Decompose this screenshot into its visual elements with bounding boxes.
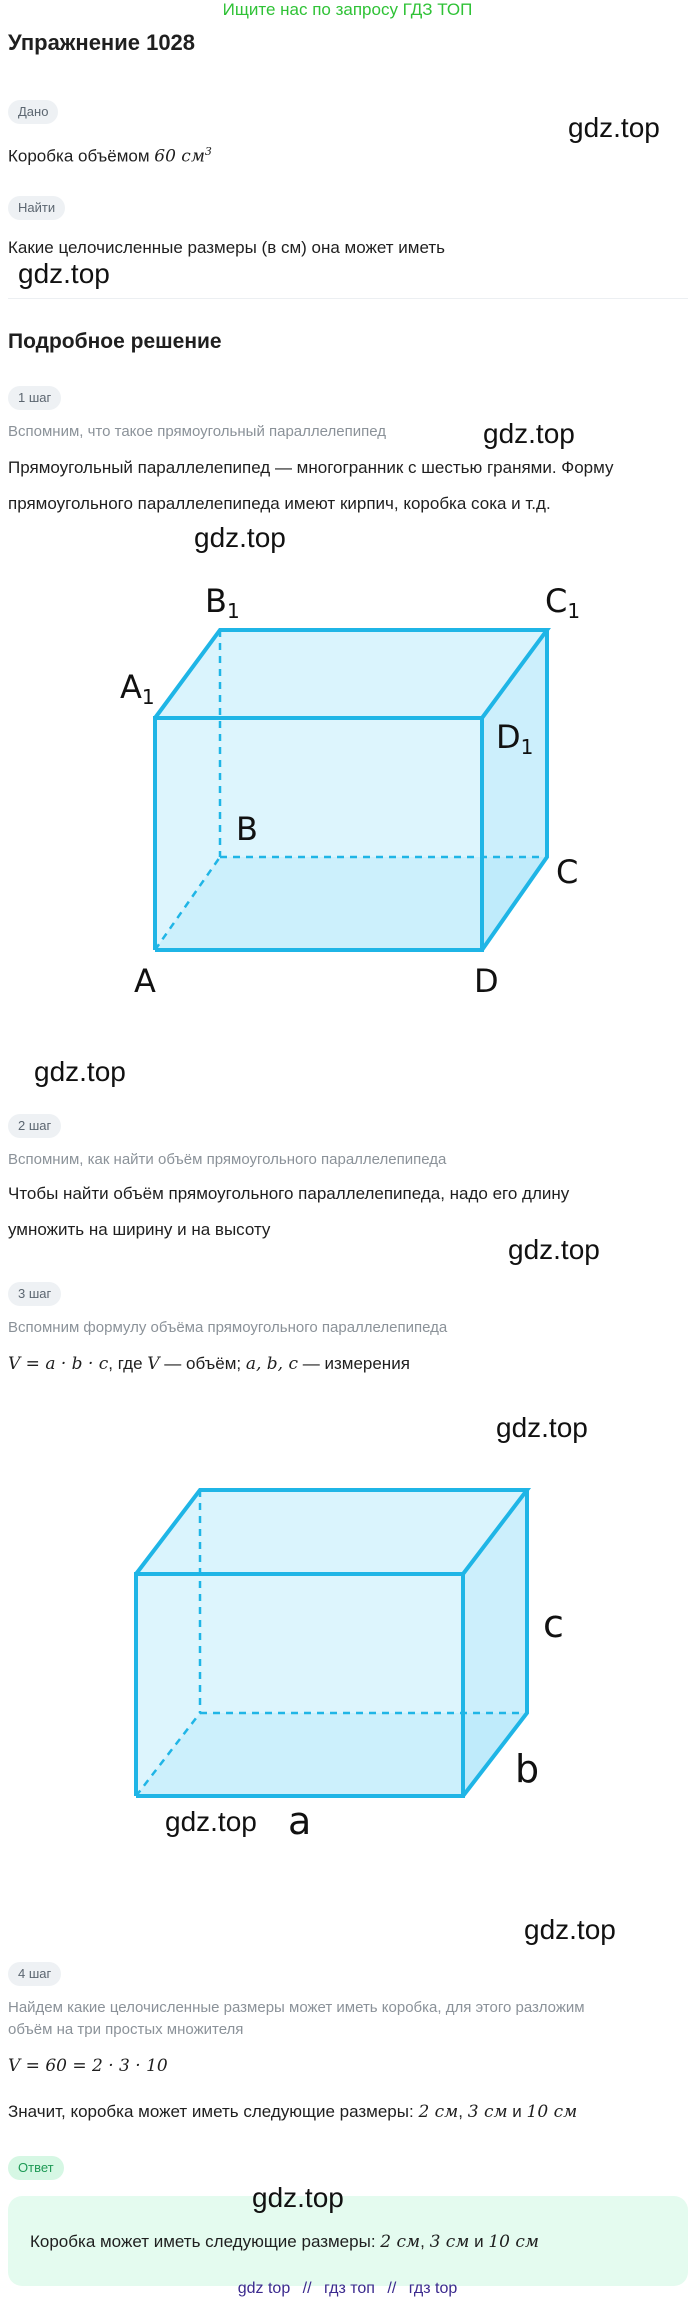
formula-text: , где	[108, 1354, 148, 1373]
formula-abc: a, b, c	[245, 1354, 299, 1374]
step-1-chip: 1 шаг	[8, 386, 61, 410]
conclusion-text: Значит, коробка может иметь следующие размеры:	[8, 2102, 419, 2121]
step-1-line1: Прямоугольный параллелепипед — многогранник с шестью гранями. Форму	[8, 458, 614, 477]
footer-links	[0, 2280, 695, 2298]
watermark: gdz.top	[252, 2182, 344, 2213]
step-2-hint: Вспомним, как найти объём прямоугольного параллелепипеда	[8, 1151, 447, 1168]
footer-sep: //	[387, 2280, 397, 2297]
step-4-formula: V = 60 = 2 · 3 · 10	[8, 2056, 168, 2076]
watermark: gdz.top	[165, 1806, 257, 1837]
step-1-line2: прямоугольного параллелепипеда имеют кирпич, коробка сока и т.д.	[8, 494, 551, 513]
conclusion-sep: ,	[458, 2102, 468, 2121]
box-top-face	[136, 1490, 527, 1574]
given-volume: 60 см	[154, 146, 205, 167]
given-chip: Дано	[8, 100, 58, 124]
conclusion-sep: и	[507, 2102, 527, 2121]
step-1-hint: Вспомним, что такое прямоугольный параллелепипед	[8, 423, 386, 440]
solution-title: Подробное решение	[8, 330, 222, 353]
box-dimensions-figure	[0, 1430, 695, 1850]
label-a: a	[288, 1799, 312, 1843]
box-front-face	[136, 1574, 463, 1796]
footer-sep: //	[302, 2280, 312, 2297]
step-2-line2: умножить на ширину и на высоту	[8, 1220, 271, 1239]
label-A1: A1	[120, 668, 155, 709]
step-3-hint: Вспомним формулу объёма прямоугольного параллелепипеда	[8, 1319, 448, 1336]
label-A: A	[134, 962, 156, 1000]
dim-2: 3 см	[467, 2102, 508, 2122]
given-volume-exp: 3	[204, 145, 212, 158]
find-chip: Найти	[8, 196, 65, 220]
divider	[8, 298, 688, 299]
formula-v: V	[147, 1354, 160, 1374]
footer-link-1[interactable]: gdz top	[237, 2280, 291, 2297]
footer-link-2[interactable]: гдз топ	[324, 2280, 375, 2297]
label-c: c	[543, 1602, 564, 1646]
step-4-hint-2: объём на три простых множителя	[8, 2021, 244, 2038]
answer-prefix: Коробка может иметь следующие размеры:	[30, 2232, 381, 2251]
answer-chip: Ответ	[8, 2156, 64, 2180]
watermark: gdz.top	[496, 1412, 588, 1443]
search-banner: Ищите нас по запросу ГДЗ ТОП	[222, 0, 473, 19]
label-b: b	[515, 1747, 540, 1791]
label-B1: B1	[205, 582, 240, 623]
step-4-hint-1: Найдем какие целочисленные размеры может иметь коробка, для этого разложим	[8, 1999, 585, 2016]
watermark: gdz.top	[568, 112, 660, 143]
answer-sep: и	[469, 2232, 489, 2251]
label-D1: D1	[496, 718, 534, 759]
answer-dim-3: 10 см	[488, 2232, 540, 2252]
answer-dim-1: 2 см	[380, 2232, 421, 2252]
volume-formula: V = a · b · c	[8, 1354, 109, 1374]
label-D: D	[474, 962, 499, 1000]
step-2-chip: 2 шаг	[8, 1114, 61, 1138]
footer-link-3[interactable]: гдз top	[408, 2280, 458, 2297]
box-front-face	[155, 718, 482, 950]
page-title: Упражнение 1028	[8, 30, 196, 55]
watermark: gdz.top	[18, 258, 110, 289]
watermark: gdz.top	[483, 418, 575, 449]
step-4-conclusion	[8, 2094, 577, 2130]
label-C1: C1	[545, 582, 581, 623]
formula-text: — измерения	[298, 1354, 410, 1373]
label-B: B	[236, 810, 258, 848]
watermark: gdz.top	[34, 1056, 126, 1087]
formula-text: — объём;	[159, 1354, 246, 1373]
watermark: gdz.top	[524, 1914, 616, 1945]
given-text	[8, 134, 212, 175]
watermark: gdz.top	[508, 1234, 600, 1265]
box-top-face	[155, 630, 547, 718]
label-C: C	[556, 853, 579, 891]
step-2-line1: Чтобы найти объём прямоугольного параллелепипеда, надо его длину	[8, 1184, 570, 1203]
answer-sep: ,	[420, 2232, 430, 2251]
watermark: gdz.top	[194, 522, 286, 553]
parallelepiped-figure	[0, 560, 695, 1020]
step-4-chip: 4 шаг	[8, 1962, 61, 1986]
find-text: Какие целочисленные размеры (в см) она может иметь	[8, 238, 445, 257]
answer-text	[30, 2224, 539, 2260]
step-3-formula	[8, 1346, 410, 1382]
answer-dim-2: 3 см	[429, 2232, 470, 2252]
step-3-chip: 3 шаг	[8, 1282, 61, 1306]
dim-3: 10 см	[526, 2102, 578, 2122]
dim-1: 2 см	[418, 2102, 459, 2122]
given-label: Коробка объёмом	[8, 146, 150, 166]
